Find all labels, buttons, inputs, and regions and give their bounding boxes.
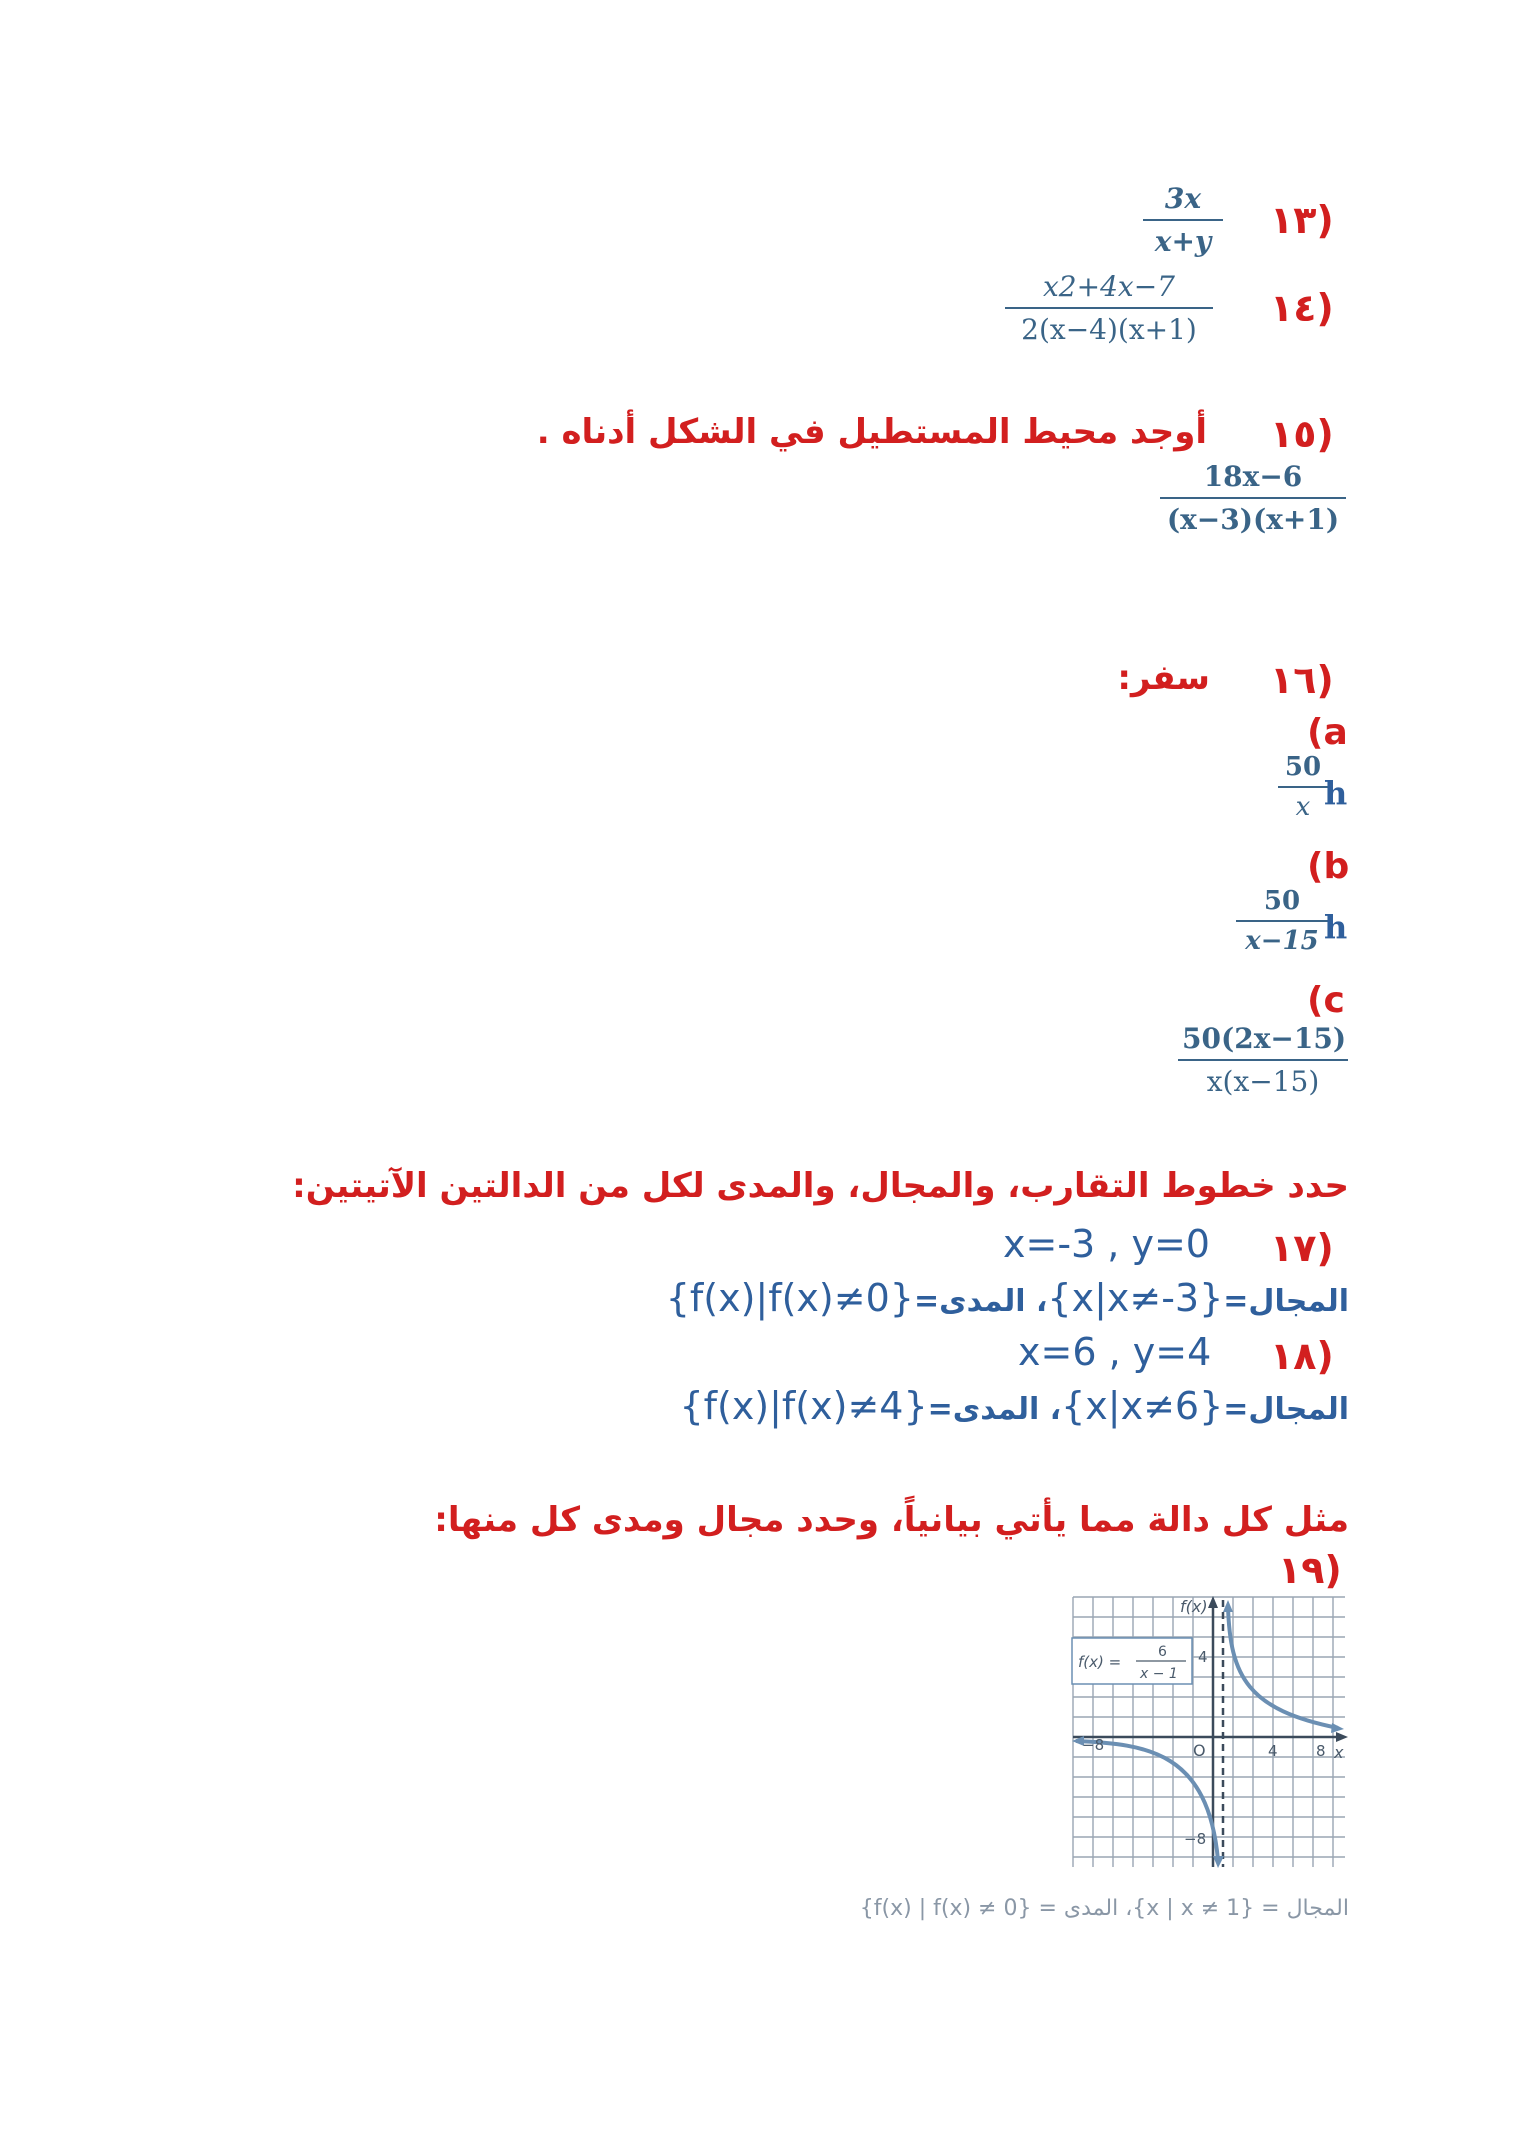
x-axis-label: x — [1334, 1743, 1344, 1762]
curve-right-branch — [1228, 1606, 1338, 1728]
q13-fraction — [1143, 182, 1223, 258]
q16-part-c-fraction — [1178, 1022, 1348, 1098]
q17-domain-range — [666, 1276, 1349, 1320]
q16-part-c-numerator: 50(2x−15) — [1182, 1022, 1347, 1055]
q17-range: {f(x)|f(x)≠0} — [665, 1276, 914, 1320]
tick-label-x8: 8 — [1316, 1742, 1326, 1760]
q18-asymptotes: x=6 , y=4 — [1018, 1330, 1212, 1374]
section1-heading: حدد خطوط التقارب، والمجال، والمدى لكل من الدالتين الآتيتين: — [292, 1166, 1349, 1206]
q16-part-a-numerator: 50 — [1284, 752, 1322, 782]
tick-label-xneg8: −8 — [1082, 1736, 1105, 1754]
q18-range: {f(x)|f(x)≠4} — [679, 1384, 928, 1428]
q14-fraction — [1005, 270, 1213, 346]
q16-part-a-unit: h — [1324, 774, 1348, 812]
q16-part-a-denominator: x — [1278, 786, 1328, 822]
q15-denominator: (x−3)(x+1) — [1160, 497, 1346, 536]
q15-text: أوجد محيط المستطيل في الشكل أدناه . — [536, 412, 1207, 452]
q13-number: (١٣ — [1270, 198, 1334, 242]
q18-number: (١٨ — [1270, 1334, 1334, 1378]
x-axis-arrow — [1336, 1732, 1348, 1742]
q17-domain-label: المجال= — [1223, 1284, 1349, 1319]
q16-part-c-label: (c — [1307, 980, 1345, 1021]
q17-asymptotes: x=-3 , y=0 — [1003, 1222, 1210, 1266]
q14-denominator: 2(x−4)(x+1) — [1005, 307, 1213, 346]
tick-label-yneg8: −8 — [1184, 1830, 1207, 1848]
q18-domain: {x|x≠6} — [1061, 1384, 1224, 1428]
q14-numerator: x2+4x−7 — [1043, 270, 1175, 303]
q16-part-b-denominator: x−15 — [1236, 920, 1328, 956]
q15-fraction — [1160, 460, 1346, 536]
q18-domain-range — [679, 1384, 1349, 1428]
formula-denominator: x − 1 — [1140, 1666, 1178, 1682]
tick-label-y4: 4 — [1198, 1648, 1208, 1666]
q19-answer: المجال = {x | x ≠ 1}، المدى = {f(x) | f(x) ≠ 0} — [859, 1896, 1349, 1921]
q16-number: (١٦ — [1270, 658, 1334, 702]
q13-denominator: x+y — [1143, 219, 1223, 258]
q14-number: (١٤ — [1270, 286, 1334, 330]
formula-lhs: f(x) = — [1078, 1653, 1122, 1671]
y-axis-arrow — [1208, 1596, 1218, 1608]
q16-part-b-label: (b — [1307, 846, 1350, 887]
q16-part-b-unit: h — [1324, 908, 1348, 946]
section2-heading: مثل كل دالة مما يأتي بيانياً، وحدد مجال ومدى كل منها: — [434, 1500, 1349, 1540]
q17-number: (١٧ — [1270, 1226, 1334, 1270]
origin-label: O — [1193, 1741, 1206, 1760]
formula-numerator: 6 — [1158, 1644, 1167, 1660]
q15-number: (١٥ — [1270, 412, 1334, 456]
q17-range-label: ، المدى= — [913, 1284, 1048, 1319]
q19-number: (١٩ — [1278, 1548, 1342, 1592]
q16-part-a-fraction — [1278, 752, 1328, 822]
curve-right-arrow-top — [1223, 1600, 1233, 1612]
q13-numerator: 3x — [1164, 182, 1202, 215]
q16-part-a-label: (a — [1307, 712, 1348, 753]
curve-right-arrow-end — [1331, 1723, 1344, 1733]
q16-text: سفر: — [1117, 658, 1210, 698]
q16-part-c-denominator: x(x−15) — [1178, 1059, 1348, 1098]
q17-domain: {x|x≠-3} — [1047, 1276, 1224, 1320]
q18-domain-label: المجال= — [1223, 1392, 1349, 1427]
q16-part-b-numerator: 50 — [1263, 886, 1301, 916]
tick-label-x4: 4 — [1268, 1742, 1278, 1760]
q15-numerator: 18x−6 — [1203, 460, 1303, 493]
q18-range-label: ، المدى= — [927, 1392, 1062, 1427]
q19-graph — [1068, 1592, 1350, 1872]
y-axis-label: f(x) — [1180, 1597, 1208, 1616]
q16-part-b-fraction — [1236, 886, 1328, 956]
